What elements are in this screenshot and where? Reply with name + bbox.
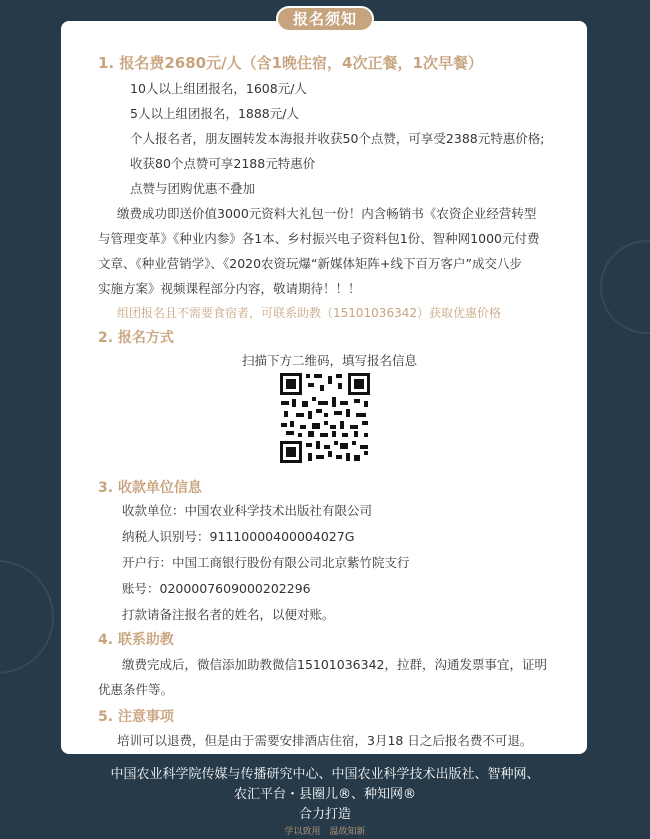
decorative-circle — [600, 240, 650, 334]
group-note: 组团报名且不需要食宿者，可联系助教（15101036342）获取优惠价格 — [117, 306, 501, 320]
qr-code-icon — [278, 371, 372, 465]
refund-notice: 培训可以退费，但是由于需要安排酒店住宿，3月18 日之后报名费不可退。 — [117, 733, 533, 748]
organizers-line-1: 中国农业科学院传媒与传播研究中心、中国农业科学技术出版社、智种网、 — [110, 767, 540, 782]
gift-line: 缴费成功即送价值3000元资料大礼包一份！内含畅销书《农资企业经营转型 — [117, 206, 537, 221]
remittance-note: 打款请备注报名者的姓名，以便对账。 — [122, 607, 335, 622]
decorative-circle — [0, 560, 54, 674]
tagline: 学以致用 温故知新 — [284, 827, 366, 837]
section-1-heading: 1. 报名费2680元/人（含1晚住宿，4次正餐，1次早餐） — [98, 54, 483, 72]
section-5-heading: 5. 注意事项 — [98, 709, 174, 725]
price-line: 收获80个点赞可享2188元特惠价 — [130, 156, 316, 171]
price-line: 个人报名者，朋友圈转发本海报并收获50个点赞，可享受2388元特惠价格; — [130, 131, 545, 146]
organizers-line-3: 合力打造 — [298, 807, 351, 822]
account-line: 账号：0200007609000202296 — [122, 581, 311, 596]
price-line: 点赞与团购优惠不叠加 — [130, 181, 256, 196]
registration-qr-code[interactable] — [278, 371, 372, 465]
section-4-heading: 4. 联系助教 — [98, 632, 174, 648]
bank-line: 开户行：中国工商银行股份有限公司北京紫竹院支行 — [122, 555, 410, 570]
contact-line: 缴费完成后，微信添加助教微信15101036342，拉群，沟通发票事宜，证明 — [122, 657, 547, 672]
section-2-heading: 2. 报名方式 — [98, 330, 174, 346]
price-line: 5人以上组团报名，1888元/人 — [130, 106, 299, 121]
price-line: 10人以上组团报名，1608元/人 — [130, 81, 307, 96]
tax-id-line: 纳税人识别号：91110000400004027G — [122, 529, 355, 544]
gift-line: 实施方案》视频课程部分内容，敬请期待！！！ — [98, 281, 361, 296]
gift-line: 文章、《种业营销学》、《2020农资玩爆“新媒体矩阵+线下百万客户”成交八步 — [98, 256, 522, 271]
section-3-heading: 3. 收款单位信息 — [98, 480, 202, 496]
qr-instruction: 扫描下方二维码，填写报名信息 — [242, 353, 418, 368]
contact-line: 优惠条件等。 — [98, 682, 174, 697]
payee-line: 收款单位：中国农业科学技术出版社有限公司 — [122, 503, 373, 518]
gift-line: 与管理变革》《种业内参》各1本、乡村振兴电子资料包1份、智种网1000元付费 — [98, 231, 540, 246]
notice-badge: 报名须知 — [276, 6, 374, 32]
organizers-line-2: 农汇平台・县圈儿®、种知网® — [233, 787, 416, 802]
